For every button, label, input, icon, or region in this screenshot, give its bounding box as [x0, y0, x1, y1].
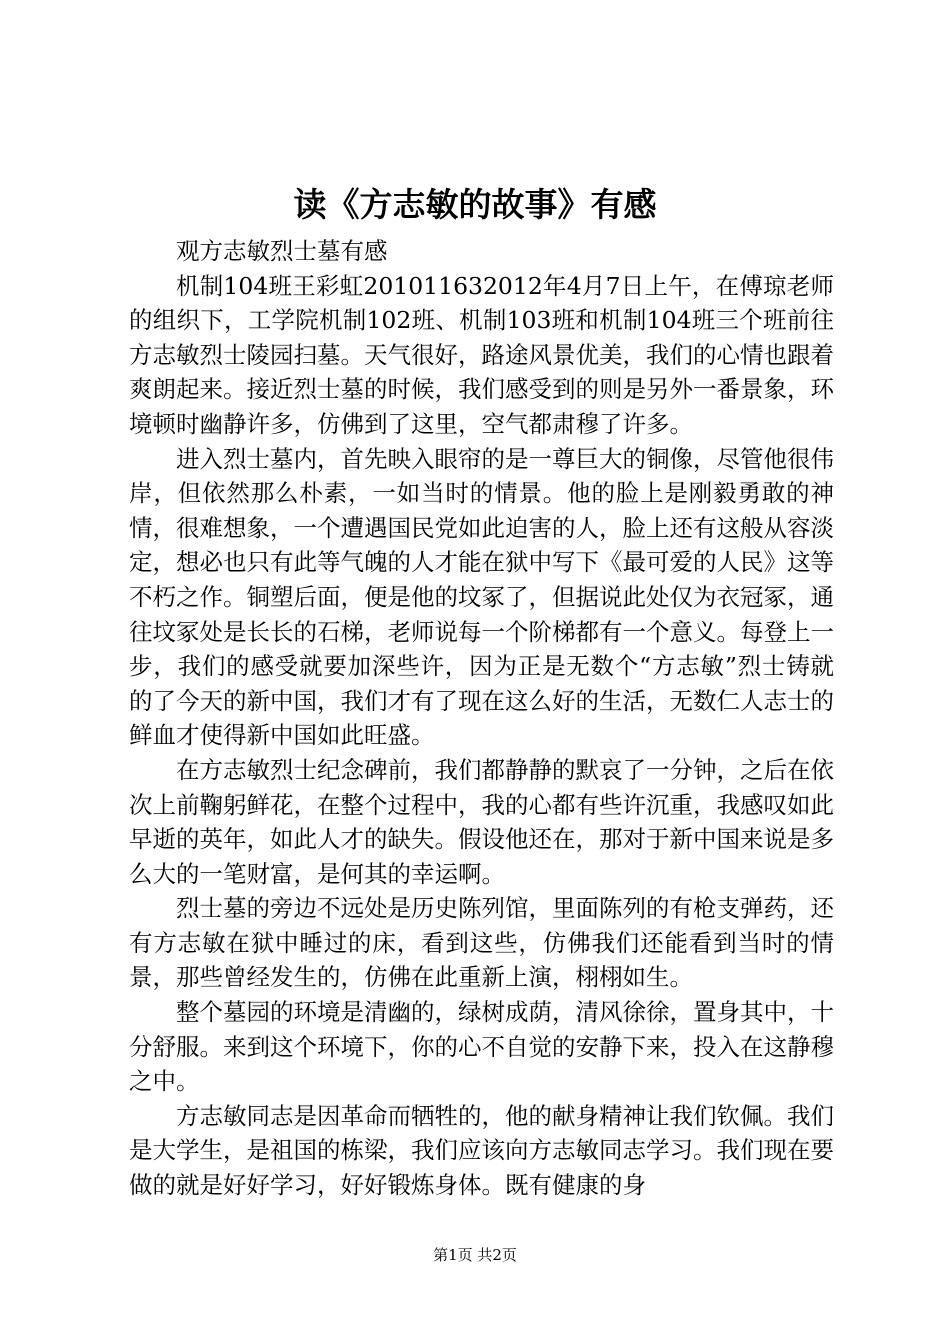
document-title: 读《方志敏的故事》有感 [293, 185, 657, 224]
paragraph: 机制104班王彩虹201011632012年4月7日上午，在傅琼老师的组织下，工学院机制102班、机制103班和机制104班三个班前往方志敏烈士陵园扫墓。天气很好，路途风景优美，我们的心情也跟着爽朗起来。接近烈士墓的时候，我们感受到的则是另外一番景象，环境顿时幽静许多，仿佛到了这里，空气都肃穆了许多。 [129, 271, 834, 438]
paragraph: 整个墓园的环境是清幽的，绿树成荫，清风徐徐，置身其中，十分舒服。来到这个环境下，你的心不自觉的安静下来，投入在这静穆之中。 [129, 998, 834, 1096]
paragraph: 方志敏同志是因革命而牺牲的，他的献身精神让我们钦佩。我们是大学生，是祖国的栋梁，我们应该向方志敏同志学习。我们现在要做的就是好好学习，好好锻炼身体。既有健康的身 [129, 1101, 834, 1200]
page-number-footer: 第1页 共2页 [433, 1246, 517, 1264]
document-body [129, 234, 834, 1203]
paragraph: 在方志敏烈士纪念碑前，我们都静静的默哀了一分钟，之后在依次上前鞠躬鲜花，在整个过程中，我的心都有些许沉重，我感叹如此早逝的英年，如此人才的缺失。假设他还在，那对于新中国来说是多么大的一笔财富，是何其的幸运啊。 [129, 755, 834, 888]
paragraph: 观方志敏烈士墓有感 [176, 237, 388, 265]
paragraph: 进入烈士墓内，首先映入眼帘的是一尊巨大的铜像，尽管他很伟岸，但依然那么朴素，一如当时的情景。他的脸上是刚毅勇敢的神情，很难想象，一个遭遇国民党如此迫害的人，脸上还有这般从容淡定，想必也只有此等气魄的人才能在狱中写下《最可爱的人民》这等不朽之作。铜塑后面，便是他的坟冢了，但据说此处仅为衣冠冢，通往坟冢处是长长的石梯，老师说每一个阶梯都有一个意义。每登上一步，我们的感受就要加深些许，因为正是无数个“方志敏”烈士铸就的了今天的新中国，我们才有了现在这么好的生活，无数仁人志士的鲜血才使得新中国如此旺盛。 [129, 444, 834, 750]
paragraph: 烈士墓的旁边不远处是历史陈列馆，里面陈列的有枪支弹药，还有方志敏在狱中睡过的床，看到这些，仿佛我们还能看到当时的情景，那些曾经发生的，仿佛在此重新上演，栩栩如生。 [129, 894, 834, 992]
